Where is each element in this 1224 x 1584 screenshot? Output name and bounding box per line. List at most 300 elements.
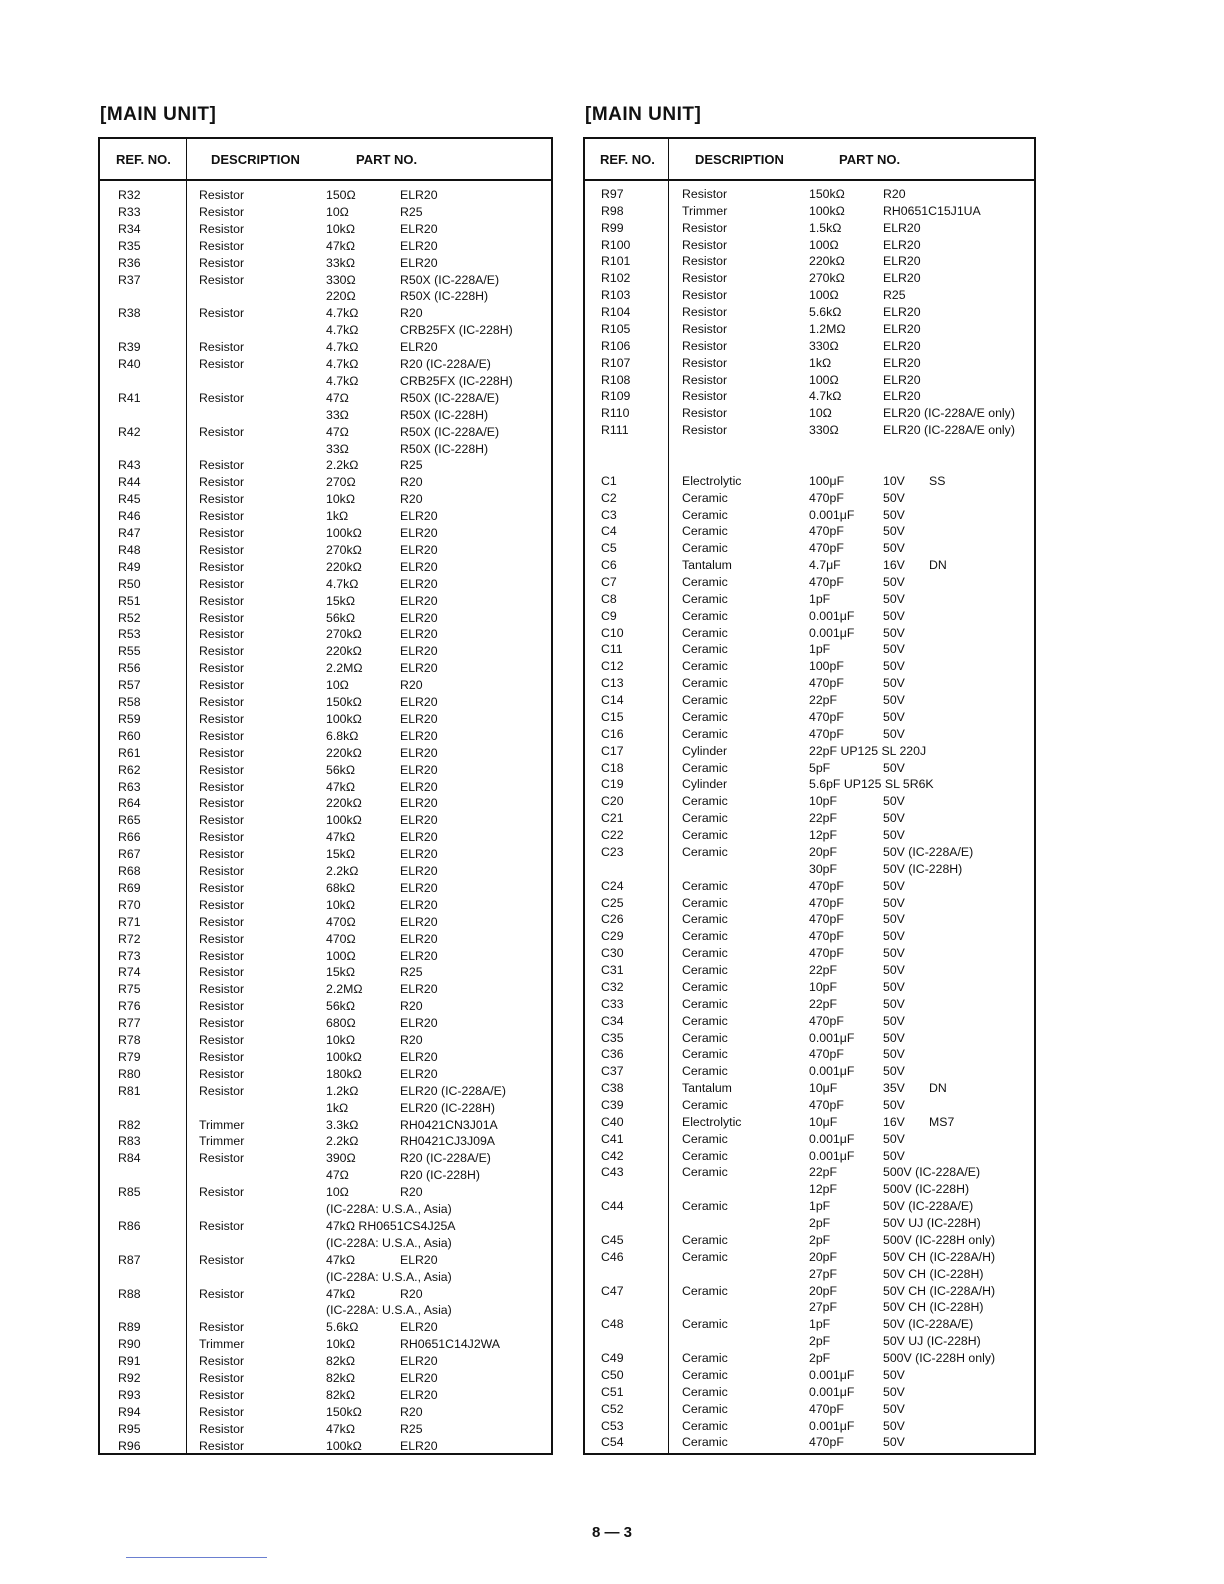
table-row — [100, 441, 551, 458]
table-row — [100, 1083, 551, 1100]
cell-value: 82kΩ — [326, 1354, 356, 1369]
cell-description: Resistor — [199, 390, 245, 405]
cell-ref-no: C32 — [601, 979, 624, 994]
cell-ref-no: R40 — [118, 357, 141, 371]
cell-description: Resistor — [199, 458, 245, 473]
table-row — [585, 1013, 1034, 1030]
cell-part-no: 50V (IC-228A/E) — [883, 844, 974, 859]
cell-part-no: 50V — [883, 996, 905, 1011]
cell-value: 0.001μF — [809, 625, 855, 640]
cell-description: Trimmer — [199, 1117, 245, 1132]
cell-part-no: 50V UJ (IC-228H) — [883, 1334, 981, 1349]
cell-value: 0.001μF — [809, 1418, 855, 1433]
table-row — [100, 1302, 551, 1319]
cell-part-no: R50X (IC-228H) — [400, 289, 489, 304]
cell-value: 82kΩ — [326, 1387, 356, 1402]
cell-part-no: 50V — [883, 1418, 905, 1433]
cell-value: 15kΩ — [326, 965, 356, 980]
cell-ref-no: C49 — [601, 1351, 624, 1366]
cell-ref-no: R49 — [118, 559, 141, 574]
cell-description: Resistor — [682, 423, 728, 438]
cell-value: 270kΩ — [326, 627, 362, 642]
table-row — [585, 658, 1034, 675]
cell-value: 27pF — [809, 1266, 838, 1281]
cell-ref-no: R108 — [601, 372, 631, 387]
cell-ref-no: C43 — [601, 1165, 624, 1180]
table-row — [100, 593, 551, 610]
cell-ref-no: R51 — [118, 593, 141, 608]
cell-part-no: ELR20 — [883, 220, 921, 235]
cell-value: 100μF — [809, 473, 845, 488]
right-parts-table — [583, 137, 1036, 1455]
cell-value: 0.001μF — [809, 1030, 855, 1045]
cell-part-no: R25 — [883, 288, 906, 303]
cell-description: Resistor — [682, 406, 728, 421]
cell-part-no: ELR20 — [400, 1252, 438, 1267]
cell-ref-no: R83 — [118, 1134, 141, 1149]
cell-ref-no: R101 — [601, 254, 631, 269]
table-row — [100, 322, 551, 339]
cell-part-no: R50X (IC-228A/E) — [400, 424, 500, 439]
cell-ref-no: C30 — [601, 946, 624, 961]
cell-value: 2pF — [809, 1232, 831, 1247]
cell-ref-no: R43 — [118, 458, 141, 473]
cell-ref-no: R35 — [118, 238, 141, 253]
cell-value: 1kΩ — [326, 1100, 349, 1115]
table-row — [100, 390, 551, 407]
cell-description: Ceramic — [682, 507, 728, 522]
cell-part-no: ELR20 — [400, 779, 438, 794]
cell-value: 220Ω — [326, 289, 356, 304]
table-row — [585, 287, 1034, 304]
cell-value: (IC-228A: U.S.A., Asia) — [326, 1303, 452, 1318]
cell-ref-no: R53 — [118, 627, 141, 642]
cell-description: Resistor — [199, 1252, 245, 1267]
cell-value: 68kΩ — [326, 880, 356, 895]
cell-value: 220kΩ — [326, 745, 362, 760]
cell-value: 180kΩ — [326, 1066, 362, 1081]
table-row — [585, 220, 1034, 237]
cell-description: Trimmer — [682, 203, 728, 218]
cell-description: Ceramic — [682, 524, 728, 539]
cell-part-no: 50V — [883, 1131, 905, 1146]
cell-description: Resistor — [199, 576, 245, 591]
cell-ref-no: C18 — [601, 760, 624, 775]
cell-description: Resistor — [199, 830, 245, 845]
cell-ref-no: R96 — [118, 1438, 141, 1453]
cell-part-no: 500V (IC-228H) — [883, 1182, 970, 1197]
cell-value: 12pF — [809, 828, 838, 843]
table-row — [585, 996, 1034, 1013]
table-row — [100, 1150, 551, 1167]
cell-value: 22pF UP125 SL 220J — [809, 743, 927, 758]
table-row — [585, 1164, 1034, 1181]
table-row — [585, 1131, 1034, 1148]
cell-description: Tantalum — [682, 1081, 732, 1096]
cell-description: Resistor — [199, 340, 245, 355]
cell-value: 20pF — [809, 1283, 838, 1298]
cell-value: 47kΩ — [326, 1286, 356, 1301]
cell-part-no: 35V — [883, 1081, 905, 1096]
cell-description: Resistor — [682, 288, 728, 303]
cell-value: 470pF — [809, 490, 844, 505]
table-row — [585, 338, 1034, 355]
cell-part-no: 50V — [883, 1148, 905, 1163]
cell-description: Resistor — [199, 272, 245, 287]
cell-part-no: ELR20 — [400, 661, 438, 676]
cell-description: Tantalum — [682, 558, 732, 573]
table-row — [100, 762, 551, 779]
cell-part-no: ELR20 — [400, 880, 438, 895]
cell-ref-no: R45 — [118, 492, 141, 507]
cell-value: 2.2kΩ — [326, 864, 359, 878]
cell-value: 330Ω — [809, 423, 839, 438]
cell-ref-no: R44 — [118, 475, 141, 490]
cell-value: 47Ω — [326, 424, 349, 439]
cell-part-no: 50V — [883, 963, 905, 978]
cell-ref-no: C50 — [601, 1367, 624, 1382]
table-row — [100, 238, 551, 255]
cell-part-no: ELR20 (IC-228A/E only) — [883, 423, 1015, 438]
cell-part-no: 50V — [883, 929, 905, 944]
cell-value: 0.001μF — [809, 1148, 855, 1163]
cell-description: Ceramic — [682, 1013, 728, 1028]
cell-ref-no: R41 — [118, 390, 141, 405]
cell-value: 15kΩ — [326, 847, 356, 862]
cell-value: 10μF — [809, 1114, 838, 1129]
cell-description: Ceramic — [682, 963, 728, 978]
table-row — [585, 321, 1034, 338]
cell-value: 22pF — [809, 1165, 838, 1180]
cell-value: 100Ω — [809, 237, 839, 252]
cell-ref-no: R59 — [118, 711, 141, 726]
cell-description: Resistor — [199, 779, 245, 794]
table-row — [100, 1100, 551, 1117]
cell-description: Ceramic — [682, 878, 728, 893]
table-row — [585, 1418, 1034, 1435]
cell-description: Resistor — [199, 542, 245, 557]
cell-value: 470pF — [809, 946, 844, 961]
cell-value: (IC-228A: U.S.A., Asia) — [326, 1235, 452, 1250]
cell-value: 56kΩ — [326, 610, 356, 625]
table-row — [100, 542, 551, 559]
cell-ref-no: R103 — [601, 288, 631, 303]
cell-part-no: ELR20 — [883, 372, 921, 387]
cell-description: Resistor — [199, 948, 245, 963]
cell-ref-no: R100 — [601, 237, 631, 252]
cell-value: 47kΩ RH0651CS4J25A — [326, 1218, 456, 1233]
cell-ref-no: C7 — [601, 575, 617, 589]
cell-ref-no: R98 — [601, 203, 624, 218]
cell-value: 150Ω — [326, 188, 356, 202]
cell-part-no: ELR20 — [400, 745, 438, 760]
cell-value: 100Ω — [809, 372, 839, 387]
cell-description: Resistor — [199, 1049, 245, 1064]
table-row — [585, 979, 1034, 996]
cell-part-no: ELR20 — [400, 1049, 438, 1064]
cell-ref-no: C13 — [601, 676, 624, 691]
right-unit-title: [MAIN UNIT] — [585, 104, 702, 125]
cell-ref-no: C21 — [601, 811, 624, 826]
cell-description: Resistor — [199, 238, 245, 253]
cell-description: Resistor — [199, 999, 245, 1014]
table-row — [100, 1438, 551, 1455]
cell-ref-no: C2 — [601, 490, 617, 505]
cell-note: MS7 — [929, 1114, 955, 1129]
table-row — [585, 844, 1034, 861]
cell-description: Resistor — [199, 762, 245, 777]
cell-ref-no: C45 — [601, 1232, 624, 1247]
cell-value: 1kΩ — [326, 509, 349, 524]
cell-description: Ceramic — [682, 642, 728, 657]
cell-description: Resistor — [199, 1438, 245, 1453]
cell-ref-no: R105 — [601, 321, 631, 336]
cell-ref-no: R84 — [118, 1151, 141, 1166]
cell-part-no: ELR20 — [400, 610, 438, 625]
table-row — [585, 1299, 1034, 1316]
cell-part-no: ELR20 — [400, 1016, 438, 1031]
cell-value: 100kΩ — [326, 1049, 362, 1064]
cell-description: Electrolytic — [682, 473, 742, 488]
cell-description: Ceramic — [682, 1165, 728, 1180]
table-row — [585, 1148, 1034, 1165]
cell-part-no: ELR20 — [400, 762, 438, 777]
cell-ref-no: R47 — [118, 526, 141, 540]
cell-part-no: R20 (IC-228H) — [400, 1168, 480, 1183]
cell-part-no: ELR20 — [400, 711, 438, 726]
cell-description: Resistor — [199, 188, 245, 202]
cell-ref-no: C51 — [601, 1384, 624, 1399]
cell-part-no: ELR20 — [883, 321, 921, 336]
cell-ref-no: R62 — [118, 762, 141, 777]
header-ref: REF. NO. — [600, 152, 655, 167]
cell-value: (IC-228A: U.S.A., Asia) — [326, 1202, 452, 1216]
table-row — [100, 288, 551, 305]
cell-value: 470Ω — [326, 914, 356, 929]
cell-ref-no: R86 — [118, 1218, 141, 1233]
cell-value: 10Ω — [809, 406, 832, 421]
table-row — [585, 1114, 1034, 1131]
cell-value: 20pF — [809, 844, 838, 859]
cell-ref-no: R72 — [118, 931, 141, 946]
cell-ref-no: C10 — [601, 625, 624, 640]
cell-ref-no: R73 — [118, 948, 141, 963]
cell-description: Resistor — [199, 644, 245, 659]
cell-value: 4.7kΩ — [326, 373, 359, 388]
cell-description: Ceramic — [682, 709, 728, 724]
table-row — [585, 878, 1034, 895]
cell-part-no: ELR20 — [400, 221, 438, 236]
table-row — [100, 1133, 551, 1150]
table-row — [585, 1080, 1034, 1097]
cell-value: 470pF — [809, 1401, 844, 1416]
cell-description: Resistor — [199, 526, 245, 540]
cell-description: Resistor — [199, 813, 245, 828]
cell-value: 100kΩ — [809, 203, 845, 218]
table-row — [100, 559, 551, 576]
page-number: 8 — 3 — [591, 1524, 633, 1541]
cell-description: Resistor — [682, 321, 728, 336]
cell-ref-no: R97 — [601, 187, 624, 201]
cell-description: Ceramic — [682, 693, 728, 708]
cell-part-no: ELR20 — [400, 695, 438, 709]
table-row — [585, 473, 1034, 490]
cell-value: 56kΩ — [326, 999, 356, 1014]
cell-value: 2pF — [809, 1216, 831, 1231]
cell-value: 470pF — [809, 676, 844, 691]
cell-description: Ceramic — [682, 979, 728, 994]
header-ref: REF. NO. — [116, 152, 171, 167]
cell-value: 5pF — [809, 760, 831, 775]
cell-value: 2.2kΩ — [326, 1134, 359, 1149]
cell-part-no: ELR20 — [400, 1371, 438, 1385]
cell-value: 47kΩ — [326, 1421, 356, 1436]
cell-part-no: ELR20 — [883, 271, 921, 286]
cell-description: Ceramic — [682, 1418, 728, 1433]
cell-part-no: R20 — [400, 306, 423, 321]
cell-part-no: RH0421CN3J01A — [400, 1117, 498, 1132]
header-description: DESCRIPTION — [695, 152, 784, 167]
cell-description: Ceramic — [682, 1249, 728, 1264]
cell-part-no: 50V — [883, 659, 905, 674]
cell-description: Ceramic — [682, 1232, 728, 1247]
cell-value: 1pF — [809, 1199, 831, 1214]
cell-ref-no: C9 — [601, 608, 617, 623]
cell-value: 0.001μF — [809, 507, 855, 522]
table-row — [585, 709, 1034, 726]
cell-part-no: ELR20 — [400, 238, 438, 253]
table-row — [100, 1066, 551, 1083]
cell-ref-no: C6 — [601, 558, 617, 573]
cell-description: Ceramic — [682, 1317, 728, 1332]
cell-part-no: 50V — [883, 676, 905, 691]
cell-part-no: R20 — [400, 475, 423, 490]
cell-description: Ceramic — [682, 1064, 728, 1079]
table-row — [100, 829, 551, 846]
cell-part-no: ELR20 — [400, 728, 438, 743]
cell-description: Resistor — [199, 982, 245, 997]
cell-value: 680Ω — [326, 1016, 356, 1031]
cell-part-no: 50V — [883, 490, 905, 505]
cell-value: 0.001μF — [809, 1064, 855, 1079]
cell-value: 1pF — [809, 591, 831, 606]
cell-value: 22pF — [809, 963, 838, 978]
cell-value: 470pF — [809, 1047, 844, 1062]
table-row — [100, 610, 551, 627]
cell-value: 47kΩ — [326, 238, 356, 253]
cell-part-no: 50V — [883, 524, 905, 539]
cell-description: Resistor — [199, 1033, 245, 1047]
cell-value: 15kΩ — [326, 593, 356, 608]
cell-ref-no: R81 — [118, 1083, 141, 1098]
cell-value: 2pF — [809, 1334, 831, 1349]
table-row — [585, 743, 1034, 760]
cell-description: Resistor — [199, 509, 245, 524]
cell-value: 20pF — [809, 1249, 838, 1264]
table-row — [585, 793, 1034, 810]
cell-ref-no: R75 — [118, 982, 141, 997]
cell-ref-no: R64 — [118, 796, 141, 811]
cell-description: Cylinder — [682, 743, 728, 758]
cell-ref-no: R67 — [118, 847, 141, 862]
cell-description: Resistor — [199, 255, 245, 270]
cell-description: Ceramic — [682, 1030, 728, 1045]
table-row — [585, 827, 1034, 844]
cell-description: Ceramic — [682, 946, 728, 961]
table-row — [585, 237, 1034, 254]
table-row — [100, 1286, 551, 1303]
cell-ref-no: C19 — [601, 777, 624, 792]
cell-value: 470pF — [809, 726, 844, 741]
cell-part-no: ELR20 — [400, 340, 438, 355]
cell-value: 150kΩ — [326, 1404, 362, 1419]
table-row — [585, 1215, 1034, 1232]
cell-description: Resistor — [199, 711, 245, 726]
cell-ref-no: R63 — [118, 779, 141, 794]
cell-description: Resistor — [199, 1371, 245, 1385]
cell-description: Resistor — [199, 1151, 245, 1166]
table-row — [100, 745, 551, 762]
cell-part-no: R50X (IC-228A/E) — [400, 390, 500, 405]
cell-part-no: 50V — [883, 1401, 905, 1416]
cell-description: Ceramic — [682, 844, 728, 859]
table-row — [585, 1046, 1034, 1063]
table-row — [585, 692, 1034, 709]
cell-value: 47Ω — [326, 1168, 349, 1183]
cell-description: Resistor — [199, 1421, 245, 1436]
cell-value: 2.2kΩ — [326, 458, 359, 473]
cell-description: Ceramic — [682, 1148, 728, 1163]
cell-value: 10pF — [809, 979, 838, 994]
cell-part-no: ELR20 — [400, 255, 438, 270]
cell-ref-no: R61 — [118, 745, 141, 760]
table-row — [100, 508, 551, 525]
table-row — [585, 608, 1034, 625]
cell-value: 4.7kΩ — [326, 306, 359, 321]
cell-part-no: CRB25FX (IC-228H) — [400, 373, 513, 388]
cell-value: 22pF — [809, 811, 838, 826]
cell-ref-no: C34 — [601, 1013, 624, 1028]
table-row — [100, 1336, 551, 1353]
cell-ref-no: R109 — [601, 389, 631, 404]
cell-description: Ceramic — [682, 676, 728, 691]
left-parts-table — [98, 137, 553, 1455]
table-row — [585, 1333, 1034, 1350]
table-row — [585, 203, 1034, 220]
table-row — [100, 795, 551, 812]
cell-description: Resistor — [199, 492, 245, 507]
table-header — [100, 139, 551, 181]
cell-ref-no: R71 — [118, 914, 141, 929]
cell-part-no: R20 — [400, 1185, 423, 1200]
table-row — [585, 1384, 1034, 1401]
cell-part-no: 16V — [883, 558, 905, 573]
table-row — [100, 525, 551, 542]
cell-part-no: ELR20 — [883, 254, 921, 269]
cell-value: 4.7μF — [809, 558, 841, 573]
table-row — [585, 439, 1034, 456]
cell-description: Ceramic — [682, 591, 728, 606]
cell-description: Resistor — [199, 221, 245, 236]
cell-part-no: ELR20 — [883, 338, 921, 353]
table-row — [585, 760, 1034, 777]
cell-part-no: ELR20 — [400, 593, 438, 608]
cell-ref-no: C44 — [601, 1199, 624, 1214]
cell-part-no: 50V (IC-228A/E) — [883, 1199, 974, 1214]
table-row — [100, 694, 551, 711]
cell-description: Resistor — [682, 187, 728, 201]
cell-part-no: 50V — [883, 591, 905, 606]
